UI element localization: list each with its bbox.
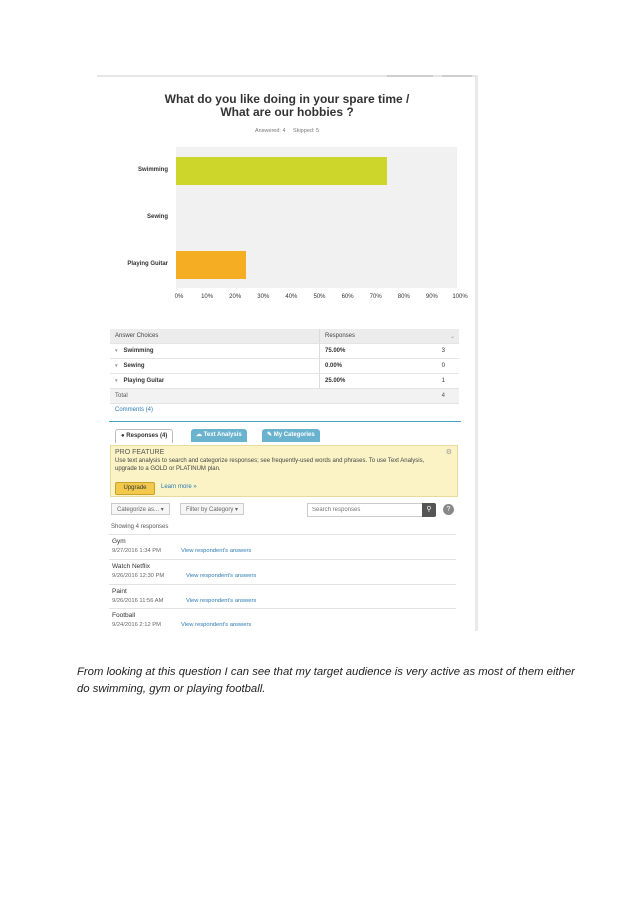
question-title-line2: What are our hobbies ? bbox=[220, 105, 354, 119]
choice-label: Swimming bbox=[123, 348, 154, 354]
view-answers-link[interactable]: View respondent's answers bbox=[186, 573, 257, 579]
chart-x-tick-label: 20% bbox=[229, 294, 242, 300]
column-divider bbox=[319, 344, 320, 358]
chart-x-tick-label: 10% bbox=[201, 294, 214, 300]
response-date: 9/27/2016 1:34 PM bbox=[112, 548, 161, 554]
tab-responses[interactable] bbox=[115, 429, 173, 443]
list-item bbox=[109, 559, 456, 585]
chart-x-tick-label: 60% bbox=[341, 294, 354, 300]
view-answers-link[interactable]: View respondent's answers bbox=[186, 598, 257, 604]
question-title-line1: What do you like doing in your spare time / bbox=[164, 92, 410, 106]
chart-bar[interactable] bbox=[176, 157, 387, 185]
answer-table bbox=[110, 329, 459, 404]
help-icon[interactable]: ? bbox=[443, 504, 454, 515]
chart-x-tick-label: 90% bbox=[425, 294, 438, 300]
chevron-down-icon: ▾ bbox=[235, 507, 239, 513]
skipped-count: Skipped: 5 bbox=[293, 128, 320, 134]
choice-count: 0 bbox=[441, 363, 445, 369]
upgrade-button[interactable]: Upgrade bbox=[115, 482, 155, 495]
table-row bbox=[110, 359, 459, 374]
tab-text-analysis[interactable] bbox=[191, 429, 247, 442]
response-text: Gym bbox=[112, 538, 126, 545]
chart-category-label: Swimming bbox=[137, 166, 168, 173]
tab-my-categories-label: My Categories bbox=[273, 432, 315, 438]
chart-x-tick-label: 50% bbox=[313, 294, 326, 300]
answered-skipped bbox=[137, 128, 437, 134]
chart-x-tick-label: 0% bbox=[174, 294, 184, 300]
tag-icon: ✎ bbox=[267, 432, 274, 438]
column-divider bbox=[319, 374, 320, 388]
header-answer-choices[interactable]: Answer Choices bbox=[115, 333, 159, 339]
list-item bbox=[109, 608, 456, 631]
choice-label: Sewing bbox=[123, 363, 145, 369]
header-responses[interactable]: Responses bbox=[325, 333, 356, 339]
column-divider bbox=[319, 329, 320, 343]
chart-x-tick-label: 40% bbox=[285, 294, 298, 300]
column-divider bbox=[319, 359, 320, 373]
cloud-icon: ☁ bbox=[196, 432, 204, 438]
pro-feature-banner bbox=[110, 445, 458, 497]
expand-chevron-icon[interactable]: ▾ bbox=[115, 348, 118, 354]
choice-percent: 75.00% bbox=[325, 348, 346, 354]
response-date: 9/26/2016 12:30 PM bbox=[112, 573, 165, 579]
top-tab-marker bbox=[387, 75, 433, 77]
table-row bbox=[110, 374, 459, 389]
chart-x-tick-label: 70% bbox=[369, 294, 382, 300]
chart-category-label: Sewing bbox=[146, 213, 168, 220]
chart-x-tick-label: 30% bbox=[257, 294, 270, 300]
chart-category-label: Playing Guitar bbox=[127, 260, 168, 267]
expand-chevron-icon[interactable]: ▾ bbox=[115, 378, 118, 384]
speech-bubble-icon: ● bbox=[121, 433, 127, 439]
view-answers-link[interactable]: View respondent's answers bbox=[181, 622, 252, 628]
choice-count: 1 bbox=[441, 378, 445, 384]
comments-link[interactable]: Comments (4) bbox=[115, 407, 154, 413]
filter-dropdown[interactable] bbox=[180, 503, 244, 515]
chart-x-tick-label: 80% bbox=[397, 294, 410, 300]
pro-feature-title: PRO FEATURE bbox=[115, 449, 165, 456]
question-title bbox=[137, 93, 437, 119]
answered-count: Answered: 4 bbox=[254, 128, 286, 134]
table-header bbox=[110, 329, 459, 344]
showing-count: Showing 4 responses bbox=[111, 524, 169, 530]
chevron-down-icon: ▾ bbox=[160, 507, 164, 513]
expand-chevron-icon[interactable]: ▾ bbox=[115, 363, 118, 369]
pro-feature-text: Use text analysis to search and categorize responses; see frequently-used words and phrases. To use Text Analysis, upgrade to a GOLD or PLATINUM plan. bbox=[115, 458, 425, 472]
chart-bar[interactable] bbox=[176, 251, 246, 279]
response-text: Paint bbox=[112, 588, 127, 595]
tab-text-analysis-label: Text Analysis bbox=[203, 432, 242, 438]
response-text: Football bbox=[112, 612, 136, 619]
table-row bbox=[110, 344, 459, 359]
choice-percent: 25.00% bbox=[325, 378, 346, 384]
sort-chevron-icon[interactable]: ⌄ bbox=[449, 334, 455, 340]
tab-responses-label: Responses (4) bbox=[126, 433, 168, 439]
list-item bbox=[109, 584, 456, 610]
response-date: 9/26/2016 11:56 AM bbox=[112, 598, 164, 604]
choice-label: Playing Guitar bbox=[123, 378, 165, 384]
survey-screenshot bbox=[97, 75, 478, 631]
search-icon[interactable]: ⚲ bbox=[422, 503, 436, 517]
response-text: Watch Netflix bbox=[112, 563, 151, 570]
right-scroll-edge bbox=[475, 75, 478, 631]
categorize-dropdown[interactable] bbox=[111, 503, 170, 515]
top-tab-marker-2 bbox=[442, 75, 472, 77]
chart-x-tick-label: 100% bbox=[452, 294, 468, 300]
view-answers-link[interactable]: View respondent's answers bbox=[181, 548, 252, 554]
document-caption: From looking at this question I can see that my target audience is very active as most of them either do swimming, gym or playing football. bbox=[77, 666, 575, 695]
response-date: 9/24/2016 2:12 PM bbox=[112, 622, 161, 628]
list-item bbox=[109, 534, 456, 560]
choice-percent: 0.00% bbox=[325, 363, 343, 369]
total-count: 4 bbox=[441, 393, 445, 399]
learn-more-link[interactable]: Learn more » bbox=[161, 484, 197, 490]
filter-label: Filter by Category bbox=[186, 507, 234, 513]
gear-icon[interactable]: ⚙ bbox=[445, 449, 452, 456]
choice-count: 3 bbox=[441, 348, 445, 354]
tab-my-categories[interactable] bbox=[262, 429, 320, 442]
total-label: Total bbox=[115, 393, 128, 399]
table-total-row bbox=[110, 389, 459, 404]
search-input[interactable] bbox=[307, 503, 423, 517]
categorize-label: Categorize as... bbox=[117, 507, 160, 513]
